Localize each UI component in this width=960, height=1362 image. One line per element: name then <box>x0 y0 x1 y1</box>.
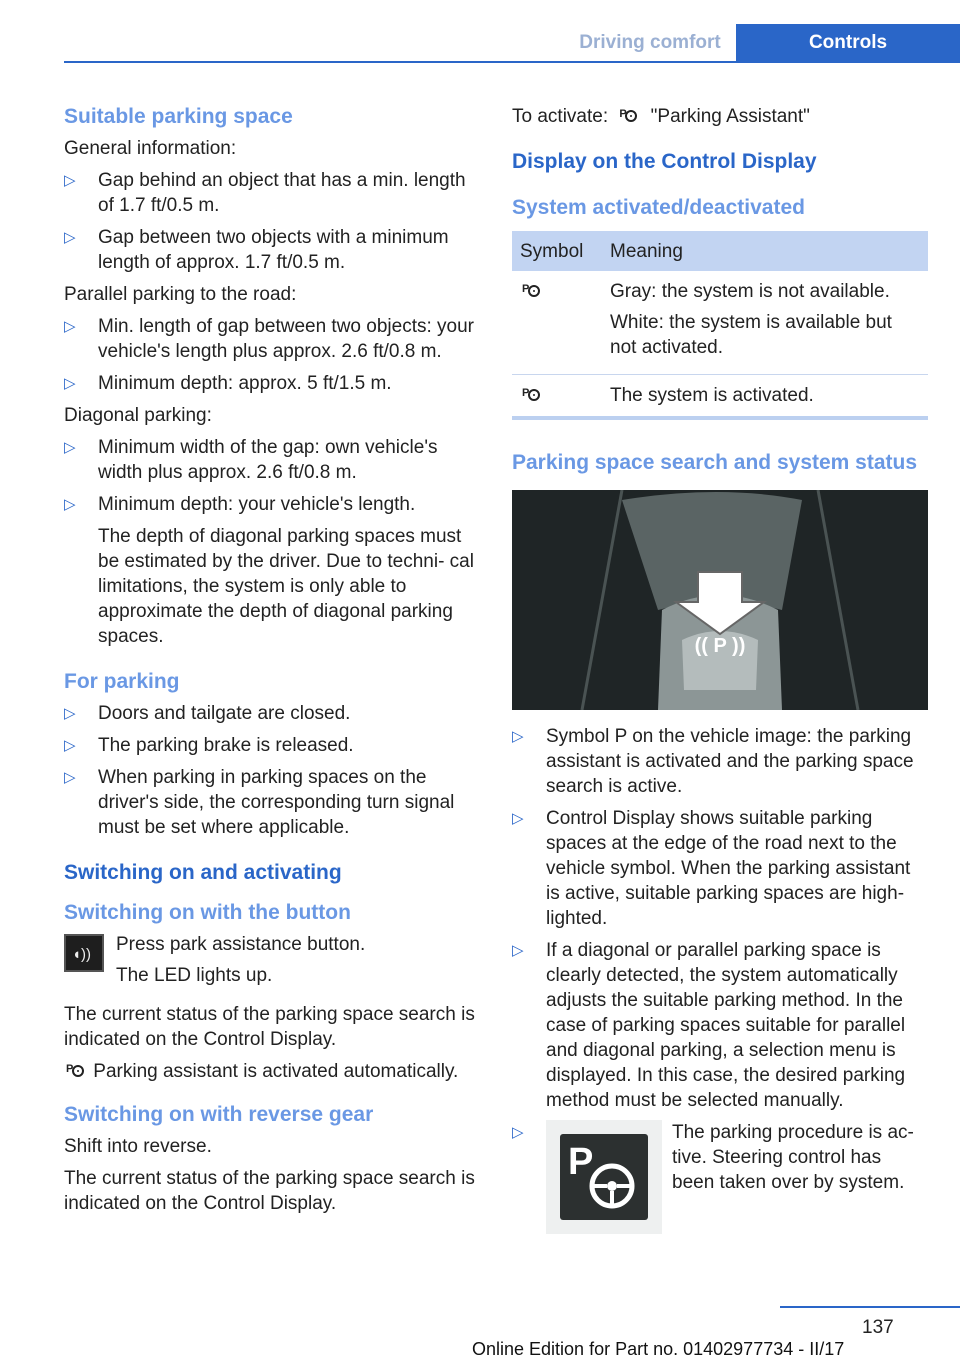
park-assist-button-icon: ◖)) <box>64 934 104 972</box>
bullet-triangle-icon: ▷ <box>64 172 76 189</box>
parking-assistant-icon: P <box>520 279 544 301</box>
display-heading: Display on the Control Display <box>512 150 817 173</box>
tab-controls[interactable]: Controls <box>736 24 960 62</box>
list-item: ▷ Control Display shows suitable parking spaces at the edge of the road next to the vehicle symbol. When the parking assistant is active, suitable parking spaces are high‐ lighted. <box>512 808 911 929</box>
diagonal-list <box>64 435 482 649</box>
reverse-gear-heading: Switching on with reverse gear <box>64 1103 374 1126</box>
header-tabs <box>564 24 960 62</box>
header-rule <box>64 61 960 63</box>
search-list <box>512 724 928 1234</box>
page-number: 137 <box>862 1317 894 1338</box>
for-parking-list <box>64 701 482 840</box>
parking-assistant-icon: P <box>64 1059 88 1081</box>
bullet-triangle-icon: ▷ <box>64 496 76 513</box>
switching-heading: Switching on and activating <box>64 861 342 884</box>
bullet-triangle-icon: ▷ <box>64 737 76 754</box>
svg-text:P: P <box>568 1141 594 1183</box>
table-row <box>512 271 928 375</box>
activate-line: To activate: P "Parking Assistant" <box>512 106 810 127</box>
list-item: ▷ Minimum depth: your vehicle's length. The depth of diagonal parking spaces must be estimated by the driver. Due to techni‐ cal limitations, the system is only able to approximate the depth of diagonal parking spaces. <box>64 492 482 649</box>
list-item: ▷ Gap between two objects with a minimum length of approx. 1.7 ft/0.5 m. <box>64 227 449 273</box>
table-header-symbol: Symbol <box>512 231 602 271</box>
parking-assistant-icon: P <box>617 104 641 126</box>
svg-text:(( P )): (( P )) <box>694 635 746 657</box>
list-item: ▷ Minimum width of the gap: own vehicle's width plus approx. 2.6 ft/0.8 m. <box>64 437 438 483</box>
switching-button-heading: Switching on with the button <box>64 901 351 924</box>
right-column <box>512 100 928 1241</box>
reverse-text-2: The current status of the parking space search is indicated on the Control Display. <box>64 1168 475 1214</box>
button-text-led: The LED lights up. <box>116 965 273 986</box>
table-row <box>512 375 928 419</box>
bullet-triangle-icon: ▷ <box>64 229 76 246</box>
search-status-heading: Parking space search and system status <box>512 451 918 474</box>
general-info-label: General information: <box>64 138 237 159</box>
table-header-meaning: Meaning <box>602 231 928 271</box>
status-text: The current status of the parking space search is indicated on the Control Display. <box>64 1004 475 1050</box>
parallel-list <box>64 314 482 396</box>
parking-search-graphic <box>512 490 928 710</box>
parking-steering-symbol-icon <box>546 1120 662 1234</box>
table-cell: The system is activated. <box>610 385 814 406</box>
diagonal-label: Diagonal parking: <box>64 405 212 426</box>
suitable-parking-heading: Suitable parking space <box>64 105 293 128</box>
table-cell: Gray: the system is not available. <box>610 281 890 302</box>
footer-edition: Online Edition for Part no. 01402977734 - II/17 <box>472 1339 845 1359</box>
parking-search-image <box>512 490 928 710</box>
bullet-triangle-icon: ▷ <box>512 1124 524 1141</box>
list-item: ▷ Min. length of gap between two objects: your vehicle's length plus approx. 2.6 ft/0.8 m. <box>64 316 475 362</box>
bullet-triangle-icon: ▷ <box>64 705 76 722</box>
bullet-triangle-icon: ▷ <box>64 318 76 335</box>
left-column <box>64 100 482 1223</box>
parking-assistant-active-icon: P <box>520 383 544 405</box>
list-item: ▷ The parking brake is released. <box>64 735 354 756</box>
bullet-triangle-icon: ▷ <box>64 769 76 786</box>
symbol-table <box>512 231 928 420</box>
bullet-triangle-icon: ▷ <box>64 439 76 456</box>
table-cell: White: the system is available but not activated. <box>610 312 892 358</box>
system-status-heading: System activated/deactivated <box>512 196 805 219</box>
list-item: ▷ Minimum depth: approx. 5 ft/1.5 m. <box>64 373 392 394</box>
tab-driving-comfort[interactable]: Driving comfort <box>579 32 721 53</box>
list-item <box>512 1120 928 1234</box>
button-instruction <box>64 932 482 994</box>
bullet-triangle-icon: ▷ <box>512 942 524 959</box>
list-item: ▷ If a diagonal or parallel parking space is clearly detected, the system automatically adjusts the suitable parking method. In the case of parking spaces suitable for parallel and diagonal parking, a selection menu is displayed. In this case, the desired parking method must be selected manually. <box>512 940 906 1111</box>
auto-activation-text: P Parking assistant is activated automatically. <box>66 1061 459 1082</box>
list-item: ▷ Symbol P on the vehicle image: the parking assistant is activated and the parking space search is active. <box>512 726 914 797</box>
bullet-triangle-icon: ▷ <box>64 375 76 392</box>
parallel-label: Parallel parking to the road: <box>64 284 297 305</box>
procedure-active-text: The parking procedure is ac‐ tive. Steering control has been taken over by system. <box>672 1122 914 1193</box>
list-item: ▷ Doors and tailgate are closed. <box>64 703 351 724</box>
list-item: ▷ When parking in parking spaces on the driver's side, the corresponding turn signal must be set where applicable. <box>64 767 455 838</box>
list-item: ▷ Gap behind an object that has a min. length of 1.7 ft/0.5 m. <box>64 170 466 216</box>
bullet-triangle-icon: ▷ <box>512 810 524 827</box>
footer-rule <box>780 1306 960 1308</box>
diagonal-note: The depth of diagonal parking spaces must be estimated by the driver. Due to techni‐ cal limitations, the system is only able to approximate the depth of diagonal parking spaces. <box>98 526 474 647</box>
bullet-triangle-icon: ▷ <box>512 728 524 745</box>
for-parking-heading: For parking <box>64 670 180 693</box>
reverse-text-1: Shift into reverse. <box>64 1136 212 1157</box>
general-list <box>64 168 482 275</box>
button-text-press: Press park assistance button. <box>116 934 366 955</box>
